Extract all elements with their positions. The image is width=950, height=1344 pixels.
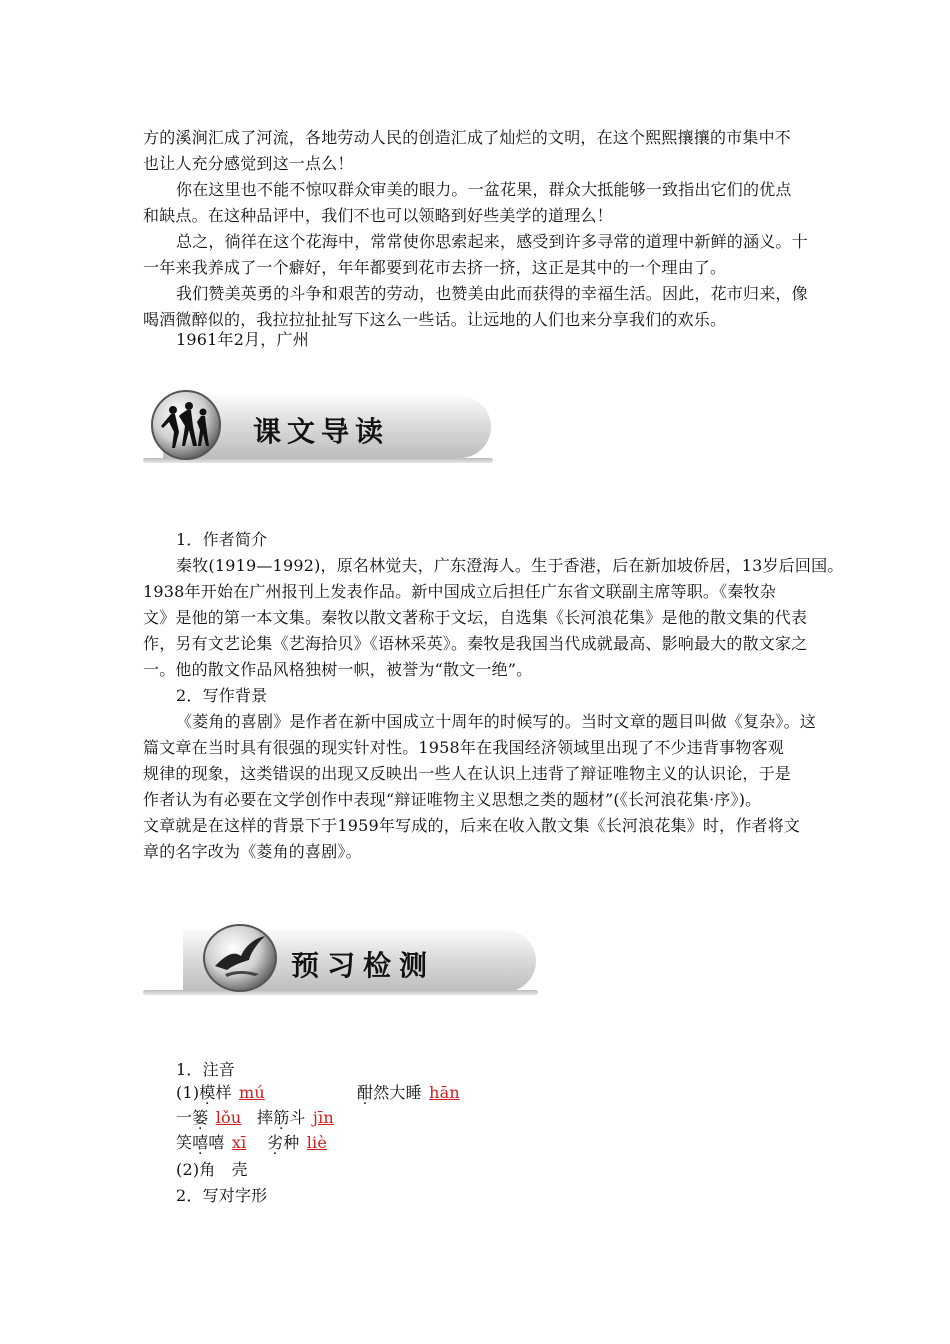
background-line-4: 作者认为有必要在文学创作中表现“辩证唯物主义思想之类的题材”(《长河浪花集·序》)。 (143, 790, 762, 809)
pinyin-row-1b: 酣然大睡 hān (357, 1083, 460, 1102)
dotted-char: 筋 (273, 1108, 290, 1127)
heading-background: 2．写作背景 (176, 686, 268, 705)
pinyin-row-3a: 笑嘻嘻 xī (176, 1133, 247, 1152)
pinyin-answer: xī (231, 1133, 247, 1152)
intro-line-5: 总之，徜徉在这个花海中，常常使你思索起来，感受到许多寻常的道理中新鲜的涵义。十 (176, 232, 808, 251)
pinyin-answer: jīn (312, 1108, 334, 1127)
heading-author-intro: 1．作者简介 (176, 530, 268, 549)
background-line-3: 规律的现象，这类错误的出现又反映出一些人在认识上违背了辩证唯物主义的认识论，于是 (143, 764, 792, 783)
heading-character-forms: 2．写对字形 (176, 1186, 268, 1205)
banner-title: 预习检测 (291, 949, 436, 982)
pinyin-answer: lǒu (215, 1108, 242, 1127)
intro-line-1: 方的溪涧汇成了河流，各地劳动人民的创造汇成了灿烂的文明，在这个熙熙攘攘的市集中不 (143, 128, 792, 147)
background-line-5: 文章就是在这样的背景下于1959年写成的，后来在收入散文集《长河浪花集》时，作者将文 (143, 816, 801, 835)
section-banner-preview-check (143, 920, 538, 1000)
pinyin-row-4: (2)角 壳 (176, 1160, 248, 1179)
author-line-1: 秦牧(1919—1992)，原名林觉夫，广东澄海人。生于香港，后在新加坡侨居，13岁后回国。 (176, 556, 844, 575)
pinyin-answer: mú (238, 1083, 265, 1102)
intro-line-6: 一年来我养成了一个癖好，年年都要到花市去挤一挤，这正是其中的一个理由了。 (143, 258, 727, 277)
background-line-1: 《菱角的喜剧》是作者在新中国成立十周年的时候写的。当时文章的题目叫做《复杂》。这 (176, 712, 817, 731)
author-line-5: 一。他的散文作品风格独树一帜，被誉为“散文一绝”。 (143, 660, 533, 679)
dotted-char: 劣 (267, 1133, 284, 1152)
pinyin-answer: liè (306, 1133, 328, 1152)
intro-line-7: 我们赞美英勇的斗争和艰苦的劳动，也赞美由此而获得的幸福生活。因此，花市归来，像 (176, 284, 808, 303)
intro-line-4: 和缺点。在这种品评中，我们不也可以领略到好些美学的道理么！ (143, 206, 613, 225)
author-line-2: 1938年开始在广州报刊上发表作品。新中国成立后担任广东省文联副主席等职。《秦牧杂 (143, 582, 776, 601)
dotted-char: 嘻 (192, 1133, 209, 1152)
banner-title: 课文导读 (253, 415, 390, 448)
section-banner-reading-guide (143, 388, 493, 468)
pinyin-row-2b: 摔筋斗 jīn (257, 1108, 334, 1127)
dotted-char: 酣 (357, 1083, 374, 1102)
background-line-6: 章的名字改为《菱角的喜剧》。 (143, 842, 362, 861)
intro-line-8: 喝酒微醉似的，我拉拉扯扯写下这么一些话。让远地的人们也来分享我们的欢乐。 (143, 310, 727, 329)
intro-line-2: 也让人充分感觉到这一点么！ (143, 154, 354, 173)
author-line-3: 文》是他的第一本文集。秦牧以散文著称于文坛，自选集《长河浪花集》是他的散文集的代表 (143, 608, 808, 627)
banner-underline (143, 990, 538, 995)
pinyin-answer: hān (429, 1083, 460, 1102)
heading-pronunciation: 1．注音 (176, 1060, 235, 1079)
background-line-2: 篇文章在当时具有很强的现实针对性。1958年在我国经济领域里出现了不少违背事物客观 (143, 738, 784, 757)
date-place-line: 1961年2月，广州 (176, 330, 309, 349)
pinyin-row-3b: 劣种 liè (267, 1133, 328, 1152)
bird-emblem-icon (203, 924, 277, 992)
pinyin-row-1a: (1)模样 mú (176, 1083, 265, 1102)
author-line-4: 作，另有文艺论集《艺海拾贝》《语林采英》。秦牧是我国当代成就最高、影响最大的散文家之 (143, 634, 808, 653)
intro-line-3: 你在这里也不能不惊叹群众审美的眼力。一盆花果，群众大抵能够一致指出它们的优点 (176, 180, 792, 199)
dancers-emblem-icon (151, 390, 221, 460)
dotted-char: 篓 (192, 1108, 209, 1127)
dotted-char: 模 (199, 1083, 216, 1102)
pinyin-row-2a: 一篓 lǒu (176, 1108, 242, 1127)
